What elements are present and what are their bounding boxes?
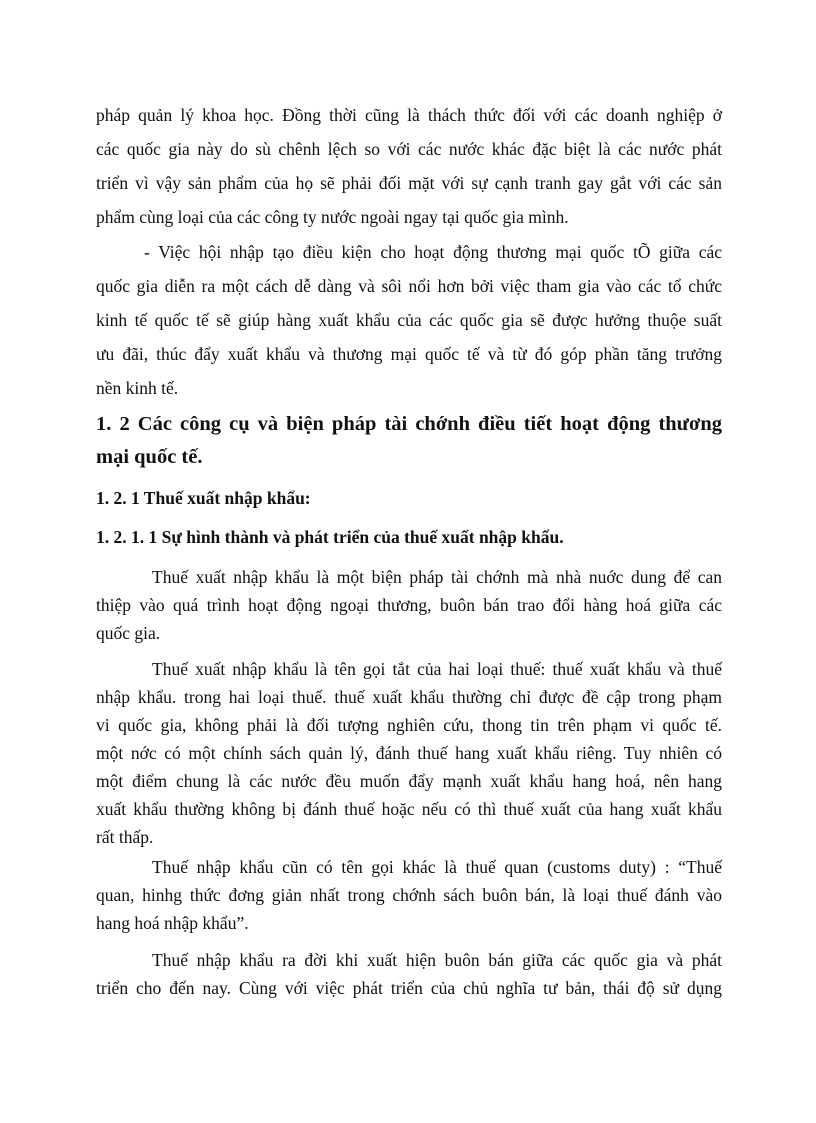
subsection-heading-1-2-1: 1. 2. 1 Thuế xuất nhập khẩu: (96, 488, 311, 508)
text-line: quan, hinhg thức đơng giản nhất trong chớnh sách buôn bán, là loại thuế đánh vào (96, 885, 722, 905)
text-line: một nớc có một chính sách quản lý, đánh thuế hang xuất khẩu riêng. Tuy nhiên có (96, 743, 722, 763)
subsection-heading-1-2-1-1: 1. 2. 1. 1 Sự hình thành và phát triển của thuế xuất nhập khẩu. (96, 527, 564, 547)
text-line: Thuế xuất nhập khẩu là một biện pháp tài chớnh mà nhà nuớc dung để can (152, 567, 722, 587)
text-line: pháp quản lý khoa học. Đồng thời cũng là thách thức đối với các doanh nghiệp ở (96, 105, 722, 125)
text-line: vi quốc gia, không phải là đối tượng nghiên cứu, thong tin trên phạm vi quốc tế. (96, 715, 722, 735)
paragraph-tax-types (96, 655, 722, 851)
text-line: Thuế nhập khẩu cũn có tên gọi khác là thuế quan (customs duty) : “Thuế (152, 857, 722, 877)
text-line: nền kinh tế. (96, 378, 179, 398)
text-line: ưu đãi, thúc đẩy xuất khẩu và thương mại quốc tế và từ đó góp phần tăng trưởng (96, 344, 722, 364)
paragraph-tax-definition (96, 563, 722, 647)
text-line: - Việc hội nhập tạo điều kiện cho hoạt động thương mại quốc tÕ giữa các (144, 242, 722, 262)
heading-line: mại quốc tế. (96, 446, 203, 468)
paragraph-customs-duty (96, 853, 722, 937)
text-line: kinh tế quốc tế sẽ giúp hàng xuất khẩu của các quốc gia sẽ được hưởng thuộe suất (96, 310, 722, 330)
text-line: quốc gia diễn ra một cách dễ dàng và sôi nổi hơn bởi việc tham gia vào các tổ chức (96, 276, 722, 296)
text-line: nhập khẩu. trong hai loại thuế. thuế xuất khẩu thường chỉ được đề cập trong phạm (96, 687, 722, 707)
text-line: các quốc gia này do sù chênh lệch so với các nước khác đặc biệt là các nước phát (96, 139, 722, 159)
text-line: triển cho đến nay. Cùng với việc phát triển của chủ nghĩa tư bản, thái độ sử dụng (96, 978, 722, 998)
text-line: hang hoá nhập khẩu”. (96, 913, 249, 933)
text-line: Thuế nhập khẩu ra đời khi xuất hiện buôn bán giữa các quốc gia và phát (152, 950, 722, 970)
text-line: Thuế xuất nhập khẩu là tên gọi tắt của hai loại thuế: thuế xuất khẩu và thuế (152, 659, 722, 679)
text-line: một điểm chung là các nước đều muốn đẩy mạnh xuất khẩu hang hoá, nên hang (96, 771, 722, 791)
text-line: xuất khẩu thường không bị đánh thuế hoặc nếu có thì thuế xuất của hang xuất khẩu (96, 799, 722, 819)
text-line: thiệp vào quá trình hoạt động ngoại thương, buôn bán trao đổi hàng hoá giữa các (96, 595, 722, 615)
text-line: phẩm cùng loại của các công ty nước ngoài ngay tại quốc gia mình. (96, 207, 569, 227)
paragraph-integration-benefits (96, 235, 722, 405)
paragraph-import-tax-origin (96, 946, 722, 1002)
text-line: rất thấp. (96, 827, 154, 847)
heading-line: 1. 2 Các công cụ và biện pháp tài chớnh điều tiết hoạt động thương (96, 413, 722, 435)
paragraph-integration-challenges (96, 98, 722, 234)
text-line: triển vì vậy sản phẩm của họ sẽ phải đối mặt với sự cạnh tranh gay gắt với các sản (96, 173, 722, 193)
section-heading-1-2 (96, 408, 722, 474)
text-line: quốc gia. (96, 623, 161, 643)
